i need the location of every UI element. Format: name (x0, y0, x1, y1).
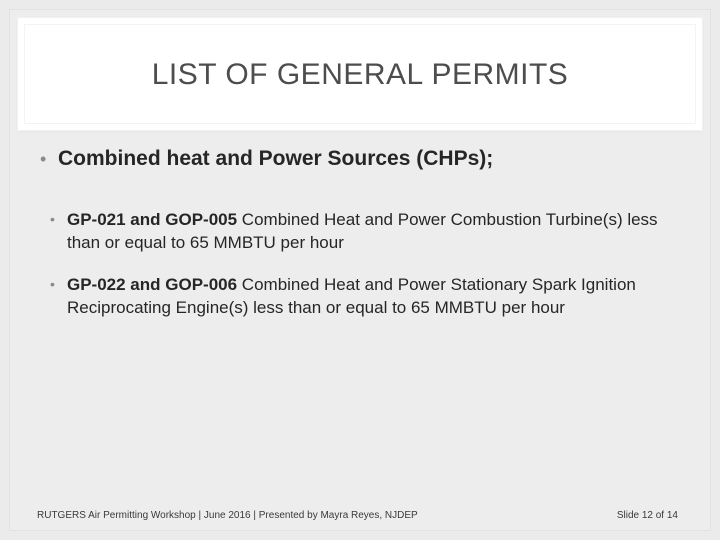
bullet-item-gp022 (40, 273, 690, 319)
bullet-dot-icon: • (50, 276, 55, 292)
slide-title: LIST OF GENERAL PERMITS (151, 58, 569, 91)
footer-credits: RUTGERS Air Permitting Workshop | June 2016 | Presented by Mayra Reyes, NJDEP (37, 510, 418, 521)
bullet-dot-icon: • (50, 211, 55, 227)
permit-codes: GP-021 and GOP-005 (67, 210, 238, 229)
bullet-text: Combined Heat and Power Combustion Turbine(s) less than or equal to 65 MMBTU per hour (67, 210, 658, 252)
bullet-item-chp (40, 146, 690, 172)
bullet-text: Combined heat and Power Sources (CHPs); (58, 147, 494, 170)
slide-number: Slide 12 of 14 (616, 510, 678, 521)
bullet-dot-icon: • (40, 149, 47, 169)
bullet-text: Combined Heat and Power Stationary Spark Ignition Reciprocating Engine(s) less than or equal to 65 MMBTU per hour (67, 275, 636, 317)
bullet-list (40, 140, 690, 319)
permit-codes: GP-022 and GOP-006 (67, 275, 238, 294)
bullet-item-gp021 (40, 208, 690, 254)
